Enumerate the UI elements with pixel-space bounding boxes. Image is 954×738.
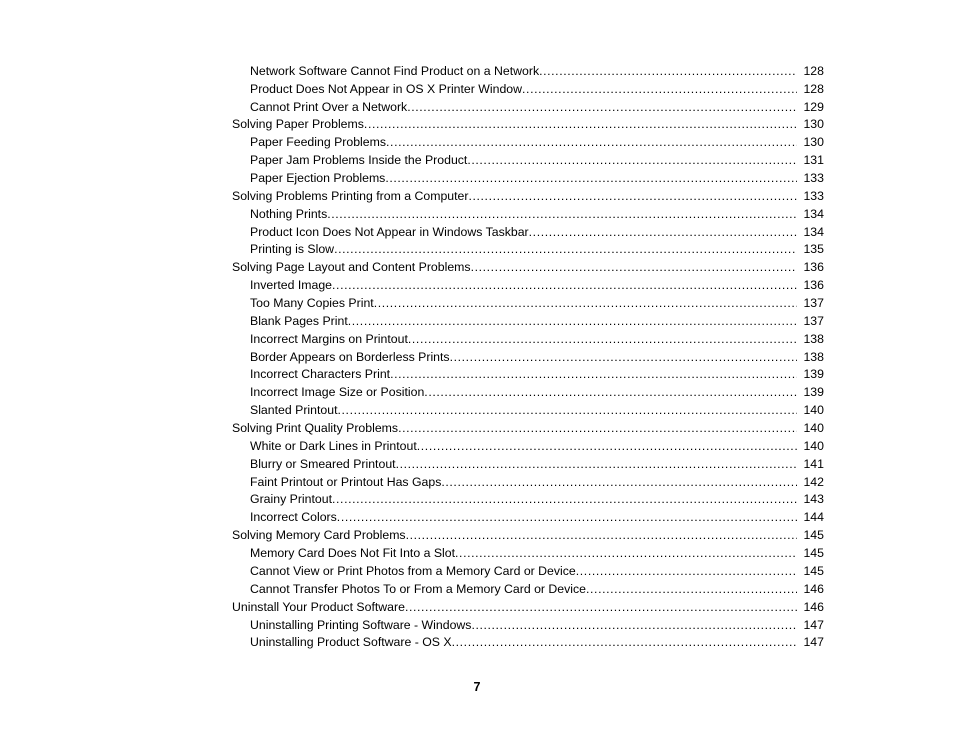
toc-section-entry[interactable] xyxy=(232,417,824,435)
toc-entry-title: Incorrect Image Size or Position xyxy=(250,385,425,400)
toc-dot-leader xyxy=(338,403,797,417)
toc-subsection-entry[interactable] xyxy=(232,364,824,382)
toc-entry-title: Incorrect Margins on Printout xyxy=(250,331,408,346)
toc-entry-title: Product Does Not Appear in OS X Printer Window xyxy=(250,81,523,96)
toc-entry-title: Cannot Print Over a Network xyxy=(250,99,408,114)
toc-subsection-entry[interactable] xyxy=(232,453,824,471)
toc-subsection-entry[interactable] xyxy=(232,399,824,417)
toc-section-entry[interactable] xyxy=(232,596,824,614)
toc-subsection-entry[interactable] xyxy=(232,489,824,507)
toc-subsection-entry[interactable] xyxy=(232,435,824,453)
toc-dot-leader xyxy=(334,242,797,256)
toc-entry-page: 136 xyxy=(803,278,824,293)
toc-entry-page: 130 xyxy=(803,117,824,132)
toc-entry-page: 147 xyxy=(803,635,824,650)
toc-entry-page: 139 xyxy=(803,367,824,382)
toc-entry-page: 134 xyxy=(803,224,824,239)
toc-entry-page: 140 xyxy=(803,403,824,418)
toc-entry-page: 146 xyxy=(803,599,824,614)
toc-dot-leader xyxy=(455,546,797,560)
toc-entry-title: Slanted Printout xyxy=(250,403,338,418)
toc-dot-leader xyxy=(396,457,797,471)
toc-entry-page: 144 xyxy=(803,510,824,525)
toc-dot-leader xyxy=(467,153,797,167)
toc-subsection-entry[interactable] xyxy=(232,632,824,650)
toc-entry-title: White or Dark Lines in Printout xyxy=(250,438,417,453)
toc-dot-leader xyxy=(385,171,797,185)
toc-subsection-entry[interactable] xyxy=(232,221,824,239)
toc-dot-leader xyxy=(348,314,797,328)
toc-entry-title: Nothing Prints xyxy=(250,206,328,221)
toc-subsection-entry[interactable] xyxy=(232,203,824,221)
toc-entry-title: Solving Paper Problems xyxy=(232,117,364,132)
toc-entry-title: Border Appears on Borderless Prints xyxy=(250,349,450,364)
toc-entry-title: Network Software Cannot Find Product on a Network xyxy=(250,63,540,78)
toc-dot-leader xyxy=(405,600,797,614)
toc-dot-leader xyxy=(390,367,797,381)
toc-dot-leader xyxy=(586,582,797,596)
toc-section-entry[interactable] xyxy=(232,524,824,542)
toc-entry-title: Cannot View or Print Photos from a Memory Card or Device xyxy=(250,563,576,578)
toc-entry-page: 146 xyxy=(803,581,824,596)
toc-subsection-entry[interactable] xyxy=(232,239,824,257)
toc-entry-title: Blurry or Smeared Printout xyxy=(250,456,396,471)
toc-entry-title: Solving Problems Printing from a Computer xyxy=(232,188,469,203)
toc-dot-leader xyxy=(576,564,797,578)
toc-entry-title: Grainy Printout xyxy=(250,492,333,507)
toc-dot-leader xyxy=(407,100,797,114)
toc-entry-title: Paper Jam Problems Inside the Product xyxy=(250,153,468,168)
toc-entry-title: Product Icon Does Not Appear in Windows Taskbar xyxy=(250,224,529,239)
toc-entry-page: 131 xyxy=(803,153,824,168)
toc-entry-title: Faint Printout or Printout Has Gaps xyxy=(250,474,442,489)
toc-section-entry[interactable] xyxy=(232,185,824,203)
toc-entry-title: Uninstalling Product Software - OS X xyxy=(250,635,452,650)
toc-subsection-entry[interactable] xyxy=(232,310,824,328)
toc-entry-page: 139 xyxy=(803,385,824,400)
toc-entry-title: Printing is Slow xyxy=(250,242,335,257)
toc-entry-page: 140 xyxy=(803,438,824,453)
table-of-contents xyxy=(232,60,824,649)
toc-subsection-entry[interactable] xyxy=(232,328,824,346)
toc-entry-title: Incorrect Characters Print xyxy=(250,367,391,382)
toc-subsection-entry[interactable] xyxy=(232,78,824,96)
toc-subsection-entry[interactable] xyxy=(232,167,824,185)
toc-dot-leader xyxy=(406,528,797,542)
toc-section-entry[interactable] xyxy=(232,114,824,132)
toc-dot-leader xyxy=(337,510,797,524)
toc-entry-page: 133 xyxy=(803,171,824,186)
toc-dot-leader xyxy=(327,207,797,221)
toc-dot-leader xyxy=(441,475,797,489)
toc-dot-leader xyxy=(332,278,797,292)
toc-dot-leader xyxy=(452,635,797,649)
toc-dot-leader xyxy=(364,117,797,131)
toc-entry-page: 145 xyxy=(803,528,824,543)
toc-subsection-entry[interactable] xyxy=(232,381,824,399)
toc-entry-page: 141 xyxy=(803,456,824,471)
toc-subsection-entry[interactable] xyxy=(232,274,824,292)
toc-dot-leader xyxy=(471,618,797,632)
toc-entry-page: 138 xyxy=(803,331,824,346)
toc-dot-leader xyxy=(386,135,797,149)
toc-entry-page: 137 xyxy=(803,313,824,328)
toc-entry-title: Too Many Copies Print xyxy=(250,296,374,311)
toc-entry-title: Memory Card Does Not Fit Into a Slot xyxy=(250,546,456,561)
toc-entry-title: Paper Feeding Problems xyxy=(250,135,387,150)
toc-entry-page: 147 xyxy=(803,617,824,632)
toc-entry-page: 145 xyxy=(803,546,824,561)
toc-dot-leader xyxy=(408,332,797,346)
toc-subsection-entry[interactable] xyxy=(232,346,824,364)
toc-entry-page: 142 xyxy=(803,474,824,489)
toc-subsection-entry[interactable] xyxy=(232,578,824,596)
toc-entry-page: 133 xyxy=(803,188,824,203)
toc-entry-page: 130 xyxy=(803,135,824,150)
toc-entry-page: 137 xyxy=(803,296,824,311)
toc-entry-title: Paper Ejection Problems xyxy=(250,171,386,186)
toc-dot-leader xyxy=(417,439,797,453)
toc-subsection-entry[interactable] xyxy=(232,506,824,524)
toc-entry-page: 145 xyxy=(803,563,824,578)
toc-dot-leader xyxy=(332,492,797,506)
toc-dot-leader xyxy=(471,260,797,274)
toc-subsection-entry[interactable] xyxy=(232,131,824,149)
toc-subsection-entry[interactable] xyxy=(232,614,824,632)
toc-dot-leader xyxy=(424,385,797,399)
toc-section-entry[interactable] xyxy=(232,256,824,274)
toc-dot-leader xyxy=(450,350,797,364)
toc-entry-page: 129 xyxy=(803,99,824,114)
toc-entry-page: 140 xyxy=(803,421,824,436)
toc-dot-leader xyxy=(522,82,797,96)
toc-entry-title: Cannot Transfer Photos To or From a Memory Card or Device xyxy=(250,581,587,596)
toc-entry-page: 128 xyxy=(803,63,824,78)
toc-entry-title: Incorrect Colors xyxy=(250,510,337,525)
toc-entry-title: Solving Page Layout and Content Problems xyxy=(232,260,471,275)
toc-entry-title: Uninstall Your Product Software xyxy=(232,599,405,614)
page-number: 7 xyxy=(473,680,481,694)
toc-subsection-entry[interactable] xyxy=(232,542,824,560)
toc-entry-page: 138 xyxy=(803,349,824,364)
toc-entry-page: 135 xyxy=(803,242,824,257)
toc-subsection-entry[interactable] xyxy=(232,560,824,578)
toc-entry-page: 128 xyxy=(803,81,824,96)
toc-entry-title: Solving Print Quality Problems xyxy=(232,421,399,436)
toc-entry-title: Uninstalling Printing Software - Windows xyxy=(250,617,472,632)
toc-entry-title: Blank Pages Print xyxy=(250,313,348,328)
toc-subsection-entry[interactable] xyxy=(232,149,824,167)
toc-dot-leader xyxy=(529,225,797,239)
toc-entry-page: 134 xyxy=(803,206,824,221)
toc-subsection-entry[interactable] xyxy=(232,96,824,114)
toc-entry-page: 143 xyxy=(803,492,824,507)
toc-entry-title: Inverted Image xyxy=(250,278,333,293)
toc-subsection-entry[interactable] xyxy=(232,60,824,78)
toc-dot-leader xyxy=(374,296,797,310)
toc-dot-leader xyxy=(468,189,797,203)
toc-entry-title: Solving Memory Card Problems xyxy=(232,528,406,543)
toc-subsection-entry[interactable] xyxy=(232,471,824,489)
toc-subsection-entry[interactable] xyxy=(232,292,824,310)
toc-entry-page: 136 xyxy=(803,260,824,275)
toc-dot-leader xyxy=(398,421,797,435)
toc-dot-leader xyxy=(539,64,797,78)
